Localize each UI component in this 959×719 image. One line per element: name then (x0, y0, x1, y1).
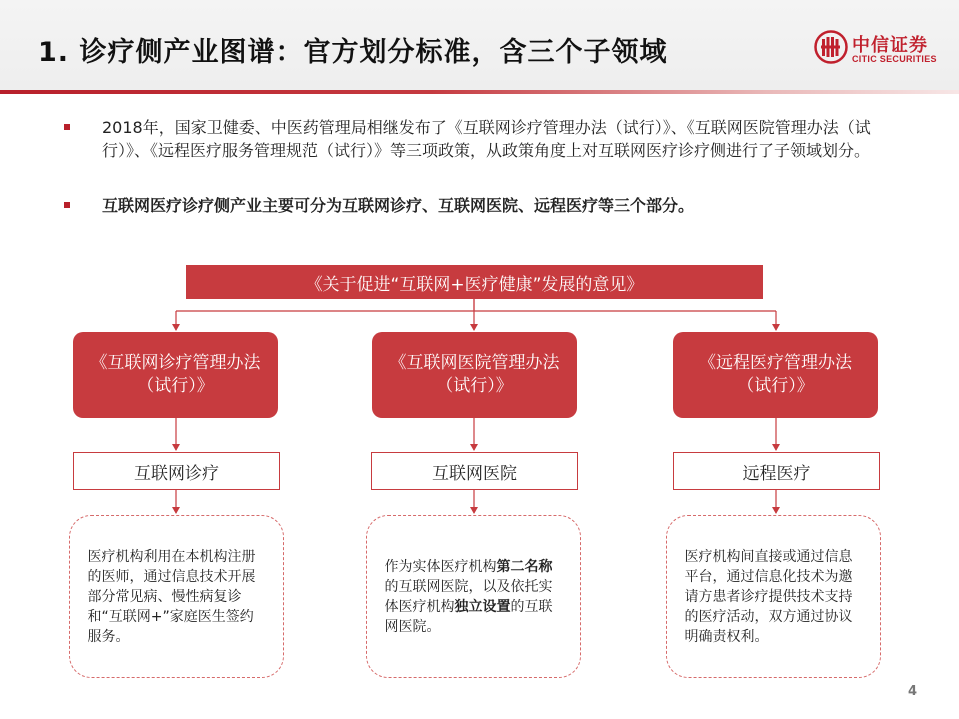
desc-box-telemedicine (666, 515, 881, 678)
policy-label-internet-hospital: 《互联网医院管理办法（试行）》 (389, 353, 560, 396)
desc-text-internet-diagnosis: 医疗机构利用在本机构注册的医师，通过信息技术开展部分常见病、慢性病复诊和“互联网+”家庭医生签约服务。 (87, 548, 256, 645)
desc-emphasis: 独立设置 (454, 598, 511, 615)
desc-text-telemedicine: 医疗机构间直接或通过信息平台，通过信息化技术为邀请方患者诊疗提供技术支持的医疗活动，双方通过协议明确责权利。 (684, 548, 853, 645)
page-number: 4 (908, 684, 918, 699)
policy-label-internet-diagnosis: 《互联网诊疗管理办法（试行）》 (90, 353, 261, 396)
desc-box-internet-diagnosis (69, 515, 284, 678)
page-title: 1. 诊疗侧产业图谱：官方划分标准，含三个子领域 (38, 37, 668, 68)
desc-emphasis: 第二名称 (496, 558, 553, 575)
category-box-internet-hospital: 互联网医院 (371, 452, 578, 490)
policy-box-internet-diagnosis (73, 332, 278, 418)
desc-text-internet-hospital (385, 557, 563, 637)
policy-box-internet-hospital (372, 332, 577, 418)
policy-box-telemedicine (673, 332, 878, 418)
category-box-internet-diagnosis: 互联网诊疗 (73, 452, 280, 490)
logo-chinese-text: 中信证券 (852, 35, 928, 56)
bullet-text-summary: 互联网医疗诊疗侧产业主要可分为互联网诊疗、互联网医院、远程医疗等三个部分。 (102, 196, 695, 215)
top-policy-box: 《关于促进“互联网+医疗健康”发展的意见》 (186, 265, 763, 299)
desc-part: 的互联网医院，以及依托实体医疗机构 (384, 578, 553, 615)
bullet-text-policy: 2018年，国家卫健委、中医药管理局相继发布了《互联网诊疗管理办法（试行）》、《互联网医院管理办法（试行）》、《远程医疗服务管理规范（试行）》等三项政策，从政策角度上对互联网医疗诊疗侧进行了子领域划分。 (102, 118, 871, 160)
logo-english-text: CITIC SECURITIES (852, 54, 937, 64)
category-box-telemedicine: 远程医疗 (673, 452, 880, 490)
policy-label-telemedicine: 《远程医疗管理办法（试行）》 (699, 353, 852, 396)
desc-part: 的互联网医院。 (384, 598, 553, 635)
desc-box-internet-hospital (366, 515, 581, 678)
desc-part: 作为实体医疗机构 (384, 558, 497, 575)
